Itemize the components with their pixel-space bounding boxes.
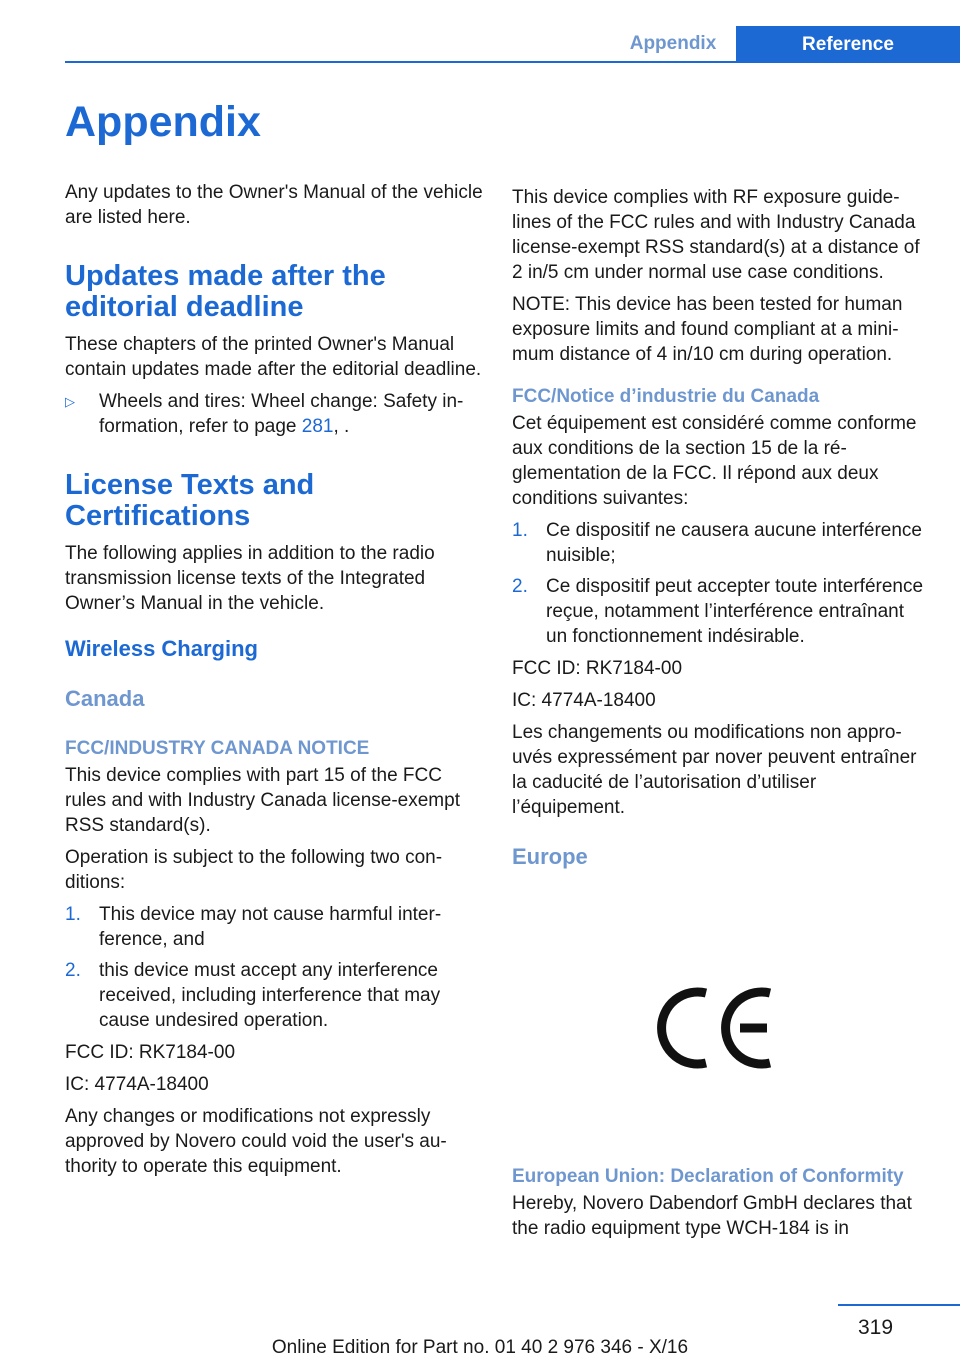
footer-rule bbox=[838, 1304, 960, 1306]
page-title: Appendix bbox=[65, 98, 261, 146]
license-text: The following applies in addition to the radio transmission license texts of the Integrated Owner’s Manual in the vehicle. bbox=[65, 543, 435, 614]
page-link[interactable]: 281 bbox=[301, 416, 334, 437]
list-text: This device may not cause harmful interference, and bbox=[99, 904, 442, 950]
bullet-text: Wheels and tires: Wheel change: Safety information, refer to page bbox=[99, 391, 464, 437]
list-item bbox=[512, 518, 930, 568]
header-tab-reference[interactable]: Reference bbox=[736, 26, 960, 63]
updates-text: These chapters of the printed Owner's Manual contain updates made after the editorial deadline. bbox=[65, 334, 482, 380]
list-number: 1. bbox=[65, 904, 81, 925]
fcc-text-2: Operation is subject to the following two conditions: bbox=[65, 847, 443, 893]
page-number: 319 bbox=[858, 1316, 894, 1339]
ic-number: IC: 4774A-18400 bbox=[65, 1074, 209, 1095]
triangle-bullet-icon: ▷ bbox=[65, 394, 75, 409]
list-item bbox=[65, 958, 485, 1033]
heading-fcc-notice: FCC/INDUSTRY CANADA NOTICE bbox=[65, 738, 370, 759]
list-item bbox=[65, 902, 485, 952]
left-column bbox=[65, 180, 485, 1186]
list-text: this device must accept any interference received, including interference that may cause undesired operation. bbox=[99, 960, 441, 1031]
updates-list bbox=[65, 389, 485, 439]
list-number: 2. bbox=[512, 576, 528, 597]
eu-text: Hereby, Novero Dabendorf GmbH declares that the radio equipment type WCH-184 is in bbox=[512, 1193, 912, 1239]
heading-europe: Europe bbox=[512, 844, 588, 869]
heading-wireless: Wireless Charging bbox=[65, 636, 258, 661]
footer-edition: Online Edition for Part no. 01 40 2 976 346 - X/16 bbox=[271, 1337, 689, 1358]
rf-text-1: This device complies with RF exposure guidelines of the FCC rules and with Industry Canada license-exempt RSS standard(s) at a distance of 2 in/5 cm under normal use case conditions. bbox=[512, 187, 920, 283]
heading-fcc-fr: FCC/Notice d’industrie du Canada bbox=[512, 386, 820, 407]
header-tab-appendix[interactable]: Appendix bbox=[629, 32, 717, 54]
heading-updates: Updates made after the editorial deadline bbox=[65, 260, 386, 323]
heading-eu-declaration: European Union: Declaration of Conformity bbox=[512, 1166, 904, 1187]
right-column bbox=[512, 185, 930, 1248]
fcc-id: FCC ID: RK7184-00 bbox=[65, 1042, 236, 1063]
header-rule bbox=[65, 61, 960, 63]
list-number: 2. bbox=[65, 960, 81, 981]
ce-mark-icon bbox=[656, 983, 778, 1073]
fcc-text-1: This device complies with part 15 of the FCC rules and with Industry Canada license-exempt RSS standard(s). bbox=[65, 765, 460, 836]
fr-changes-text: Les changements ou modifications non approuvés expressément par nover peuvent entraîner la caducité de l’autorisation d’utiliser l’équipement. bbox=[512, 722, 917, 818]
fr-text-1: Cet équipement est considéré comme conforme aux conditions de la section 15 de la réglementation de la FCC. Il répond aux deux conditions suivantes: bbox=[512, 413, 917, 509]
fcc-conditions-list bbox=[65, 902, 485, 1033]
list-text: Ce dispositif ne causera aucune interférence nuisible; bbox=[546, 520, 923, 566]
list-text: Ce dispositif peut accepter toute interférence reçue, notamment l’interférence entraînant un fonctionnement indésirable. bbox=[546, 576, 924, 647]
heading-canada: Canada bbox=[65, 686, 145, 711]
rf-text-2: NOTE: This device has been tested for human exposure limits and found compliant at a minimum distance of 4 in/10 cm during operation. bbox=[512, 294, 903, 365]
intro-text: Any updates to the Owner's Manual of the vehicle are listed here. bbox=[65, 182, 483, 228]
ic-number-fr: IC: 4774A-18400 bbox=[512, 690, 656, 711]
fr-conditions-list bbox=[512, 518, 930, 649]
changes-text: Any changes or modifications not expressly approved by Novero could void the user's authority to operate this equipment. bbox=[65, 1106, 447, 1177]
list-item bbox=[65, 389, 485, 439]
fcc-id-fr: FCC ID: RK7184-00 bbox=[512, 658, 683, 679]
list-item bbox=[512, 574, 930, 649]
list-number: 1. bbox=[512, 520, 528, 541]
bullet-text-end: , . bbox=[333, 416, 350, 437]
heading-license: License Texts and Certifications bbox=[65, 469, 315, 532]
ce-mark-area bbox=[512, 903, 930, 1113]
